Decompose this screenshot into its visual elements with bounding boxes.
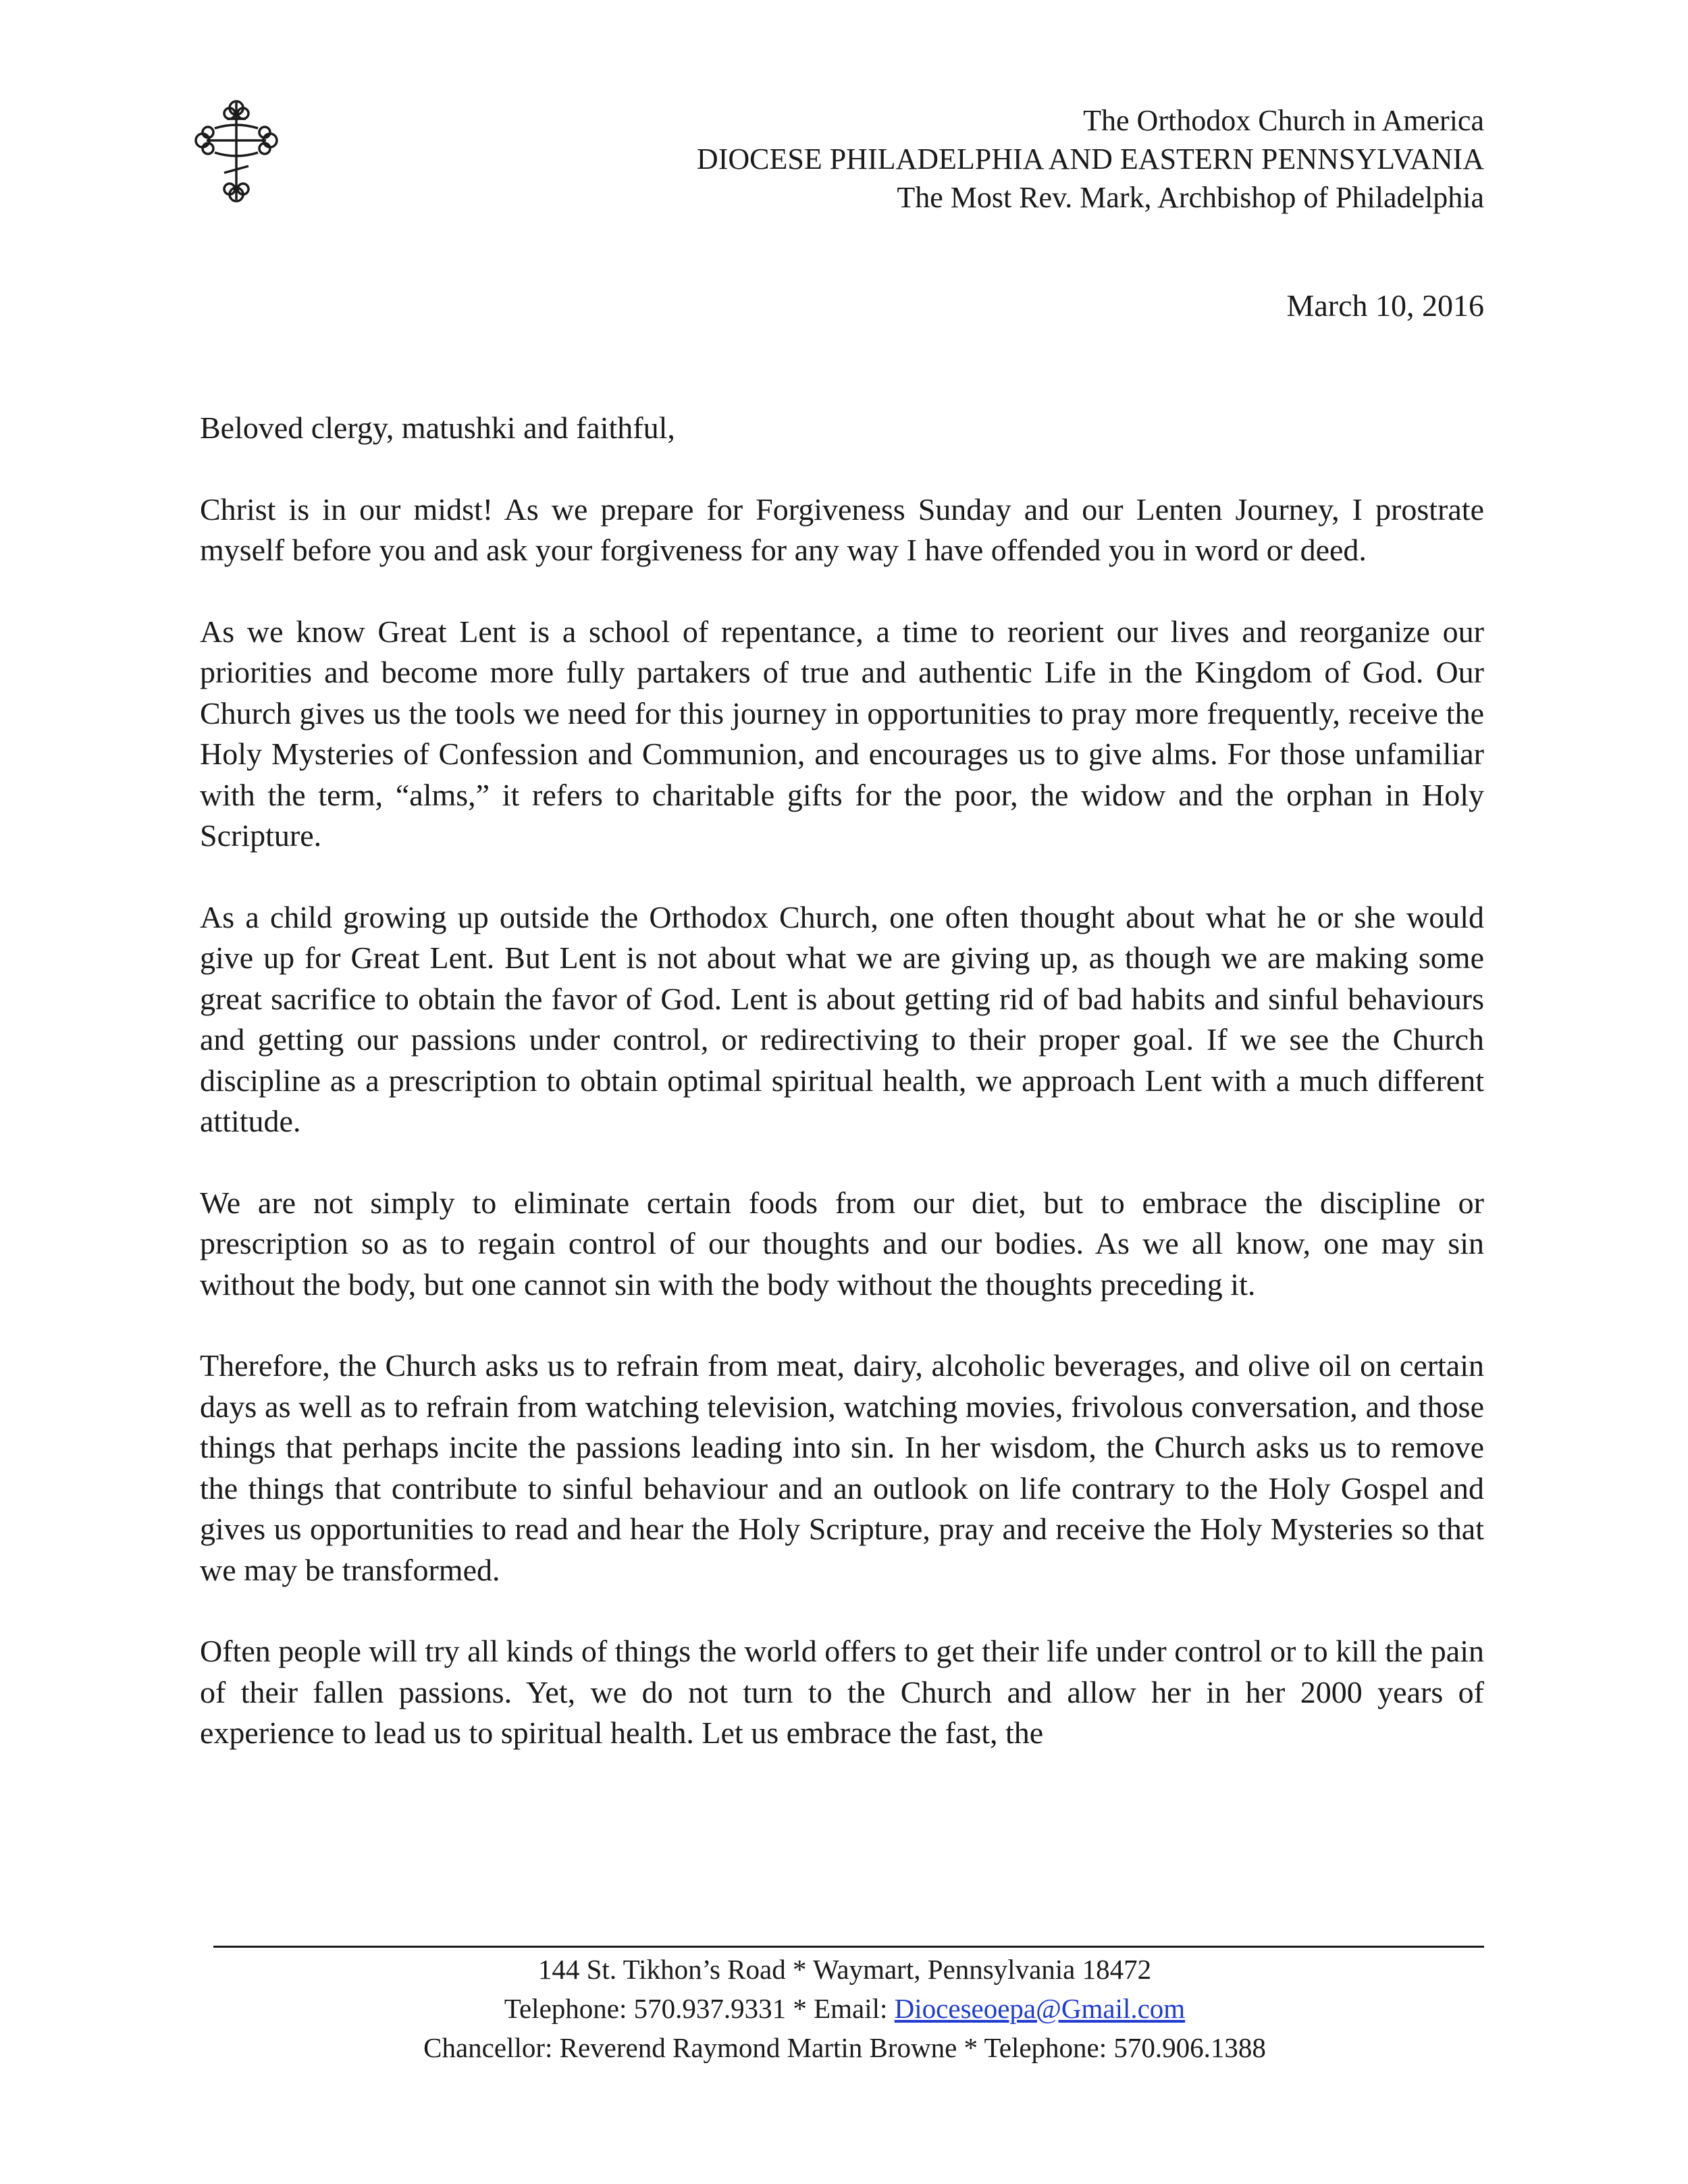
footer-telephone: Telephone: 570.937.9331 * Email: xyxy=(504,1993,895,2024)
footer xyxy=(203,1950,1487,2067)
footer-chancellor: Chancellor: Reverend Raymond Martin Browne * Telephone: 570.906.1388 xyxy=(423,2032,1266,2063)
church-name: The Orthodox Church in America xyxy=(1083,104,1484,137)
letter-date: March 10, 2016 xyxy=(1286,288,1484,323)
footer-divider xyxy=(213,1946,1484,1948)
archbishop-name: The Most Rev. Mark, Archbishop of Philadelphia xyxy=(897,181,1484,214)
letter-body xyxy=(200,408,1484,1754)
paragraph: We are not simply to eliminate certain foods from our diet, but to embrace the discipline or prescription so as to regain control of our thoughts and our bodies. As we all know, one may sin without the body, but one cannot sin with the body without the thoughts preceding it. xyxy=(200,1185,1484,1302)
paragraph: Often people will try all kinds of things the world offers to get their life under control or to kill the pain of their fallen passions. Yet, we do not turn to the Church and allow her in her 2000 years of experience to lead us to spiritual health. Let us embrace the fast, the xyxy=(200,1634,1484,1750)
orthodox-cross-icon xyxy=(194,99,278,204)
email-link[interactable]: Dioceseoepa@Gmail.com xyxy=(894,1993,1186,2024)
footer-address: 144 St. Tikhon’s Road * Waymart, Pennsylvania 18472 xyxy=(537,1954,1152,1985)
paragraph: Christ is in our midst! As we prepare for Forgiveness Sunday and our Lenten Journey, I prostrate myself before you and ask your forgiveness for any way I have offended you in word or deed. xyxy=(200,491,1484,567)
paragraph: Therefore, the Church asks us to refrain from meat, dairy, alcoholic beverages, and olive oil on certain days as well as to refrain from watching television, watching movies, frivolous conversation, and those things that perhaps incite the passions leading into sin. In her wisdom, the Church asks us to remove the things that contribute to sinful behaviour and an outlook on life contrary to the Holy Gospel and gives us opportunities to read and hear the Holy Scripture, pray and receive the Holy Mysteries so that we may be transformed. xyxy=(200,1348,1484,1587)
letterhead xyxy=(697,101,1484,217)
paragraph: As a child growing up outside the Orthodox Church, one often thought about what he or she would give up for Great Lent. But Lent is not about what we are giving up, as though we are making some great sacrifice to obtain the favor of God. Lent is about getting rid of bad habits and sinful behaviours and getting our passions under control, or redirectiving to their proper goal. If we see the Church discipline as a prescription to obtain optimal spiritual health, we approach Lent with a much different attitude. xyxy=(200,899,1484,1138)
paragraph: As we know Great Lent is a school of repentance, a time to reorient our lives and reorganize our priorities and become more fully partakers of true and authentic Life in the Kingdom of God. Our Church gives us the tools we need for this journey in opportunities to pray more frequently, receive the Holy Mysteries of Confession and Communion, and encourages us to give alms. For those unfamiliar with the term, “alms,” it refers to charitable gifts for the poor, the widow and the orphan in Holy Scripture. xyxy=(200,614,1484,853)
footer-contact xyxy=(203,1989,1487,2028)
diocese-name: DIOCESE PHILADELPHIA AND EASTERN PENNSYLVANIA xyxy=(696,142,1484,176)
salutation: Beloved clergy, matushki and faithful, xyxy=(200,410,675,445)
